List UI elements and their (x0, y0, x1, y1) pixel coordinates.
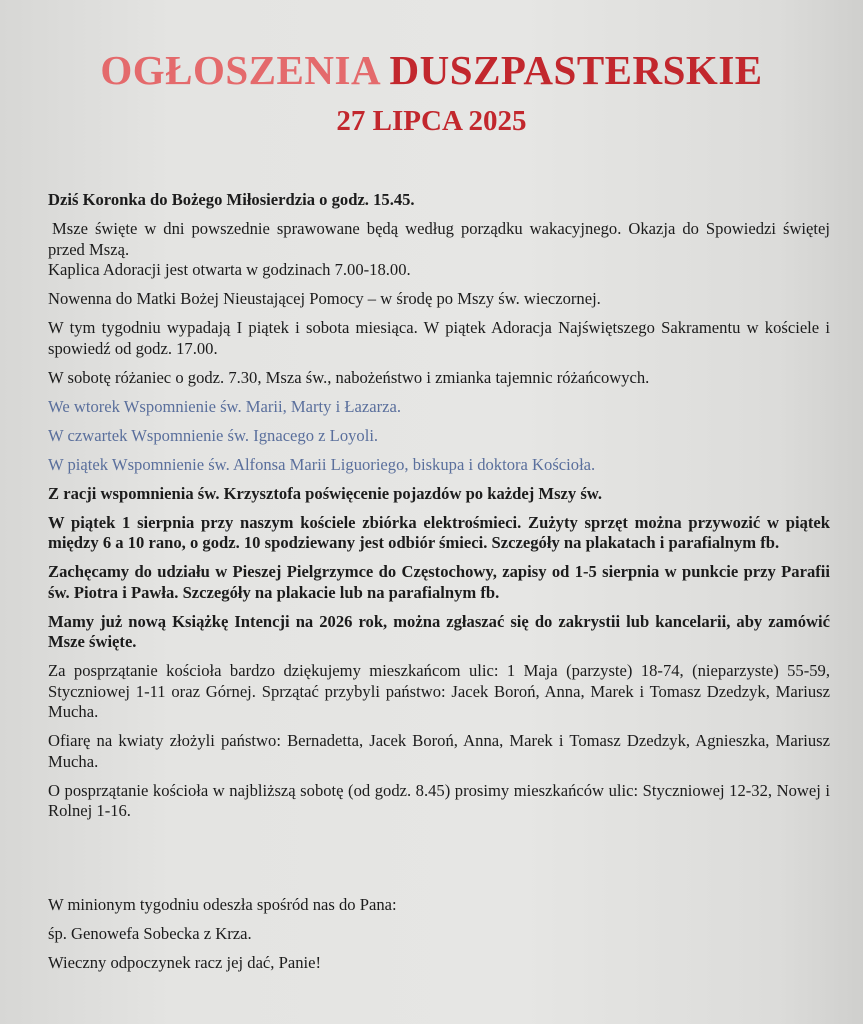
announcement-rosary-saturday: W sobotę różaniec o godz. 7.30, Msza św., nabożeństwo i zmianka tajemnic różańcowych. (48, 367, 650, 387)
obituary-section (48, 890, 830, 977)
obituary-prayer: Wieczny odpoczynek racz jej dać, Panie! (48, 953, 321, 972)
announcement-intentions-book: Mamy już nową Książkę Intencji na 2026 rok, można zgłaszać się do zakrystii lub kancelarii, aby zamówić Msze święte. (48, 611, 830, 651)
announcement-feast-thursday: W czwartek Wspomnienie św. Ignacego z Loyoli. (48, 425, 379, 445)
announcement-cleaning-thanks: Za posprzątanie kościoła bardzo dziękujemy mieszkańcom ulic: 1 Maja (parzyste) 18-74, (nieparzyste) 55-59, Styczniowej 1-11 oraz Górnej. Sprzątać przybyli państwo: Jacek Boroń, Anna, Marek i Tomasz Dzedzyk, Mariusz Mucha. (48, 661, 830, 721)
page-title (0, 46, 863, 94)
announcement-weekday-masses: Msze święte w dni powszednie sprawowane będą według porządku wakacyjnego. Okazja do Spowiedzi świętej przed Mszą. (48, 219, 830, 259)
announcement-vehicle-blessing: Z racji wspomnienia św. Krzysztofa poświęcenie pojazdów po każdej Mszy św. (48, 483, 603, 503)
announcement-pilgrimage: Zachęcamy do udziału w Pieszej Pielgrzymce do Częstochowy, zapisy od 1-5 sierpnia w punkcie przy Parafii św. Piotra i Pawła. Szczegóły na plakacie lub na parafialnym fb. (48, 562, 830, 602)
title-word-ogloszenia: OGŁOSZENIA (100, 47, 379, 93)
announcement-next-cleaning: O posprzątanie kościoła w najbliższą sobotę (od godz. 8.45) prosimy mieszkańców ulic: Styczniowej 12-32, Nowej i Rolnej 1-16. (48, 780, 830, 820)
obituary-intro: W minionym tygodniu odeszła spośród nas do Pana: (48, 895, 397, 914)
announcement-e-waste: W piątek 1 sierpnia przy naszym kościele zbiórka elektrośmieci. Zużyty sprzęt można przywozić w piątek między 6 a 10 rano, o godz. 10 spodziewany jest odbiór śmieci. Szczegóły na plakatach i parafialnym fb. (48, 512, 830, 552)
bulletin-date: 27 LIPCA 2025 (336, 105, 527, 137)
announcements-list (48, 190, 830, 830)
announcement-feast-friday: W piątek Wspomnienie św. Alfonsa Marii Liguoriego, biskupa i doktora Kościoła. (48, 454, 596, 474)
obituary-name: śp. Genowefa Sobecka z Krza. (48, 924, 252, 943)
announcement-adoration-chapel: Kaplica Adoracji jest otwarta w godzinach 7.00-18.00. (48, 260, 411, 279)
announcement-novena: Nowenna do Matki Bożej Nieustającej Pomocy – w środę po Mszy św. wieczornej. (48, 289, 601, 308)
announcement-koronka: Dziś Koronka do Bożego Miłosierdzia o godz. 15.45. (48, 190, 415, 209)
announcement-feast-tuesday: We wtorek Wspomnienie św. Marii, Marty i Łazarza. (48, 396, 402, 416)
announcement-flowers: Ofiarę na kwiaty złożyli państwo: Bernadetta, Jacek Boroń, Anna, Marek i Tomasz Dzedzyk, Agnieszka, Mariusz Mucha. (48, 731, 830, 771)
title-word-duszpasterskie: DUSZPASTERSKIE (389, 47, 763, 93)
announcement-first-friday: W tym tygodniu wypadają I piątek i sobota miesiąca. W piątek Adoracja Najświętszego Sakramentu w kościele i spowiedź od godz. 17.00. (48, 318, 830, 358)
bulletin-header (0, 0, 863, 138)
